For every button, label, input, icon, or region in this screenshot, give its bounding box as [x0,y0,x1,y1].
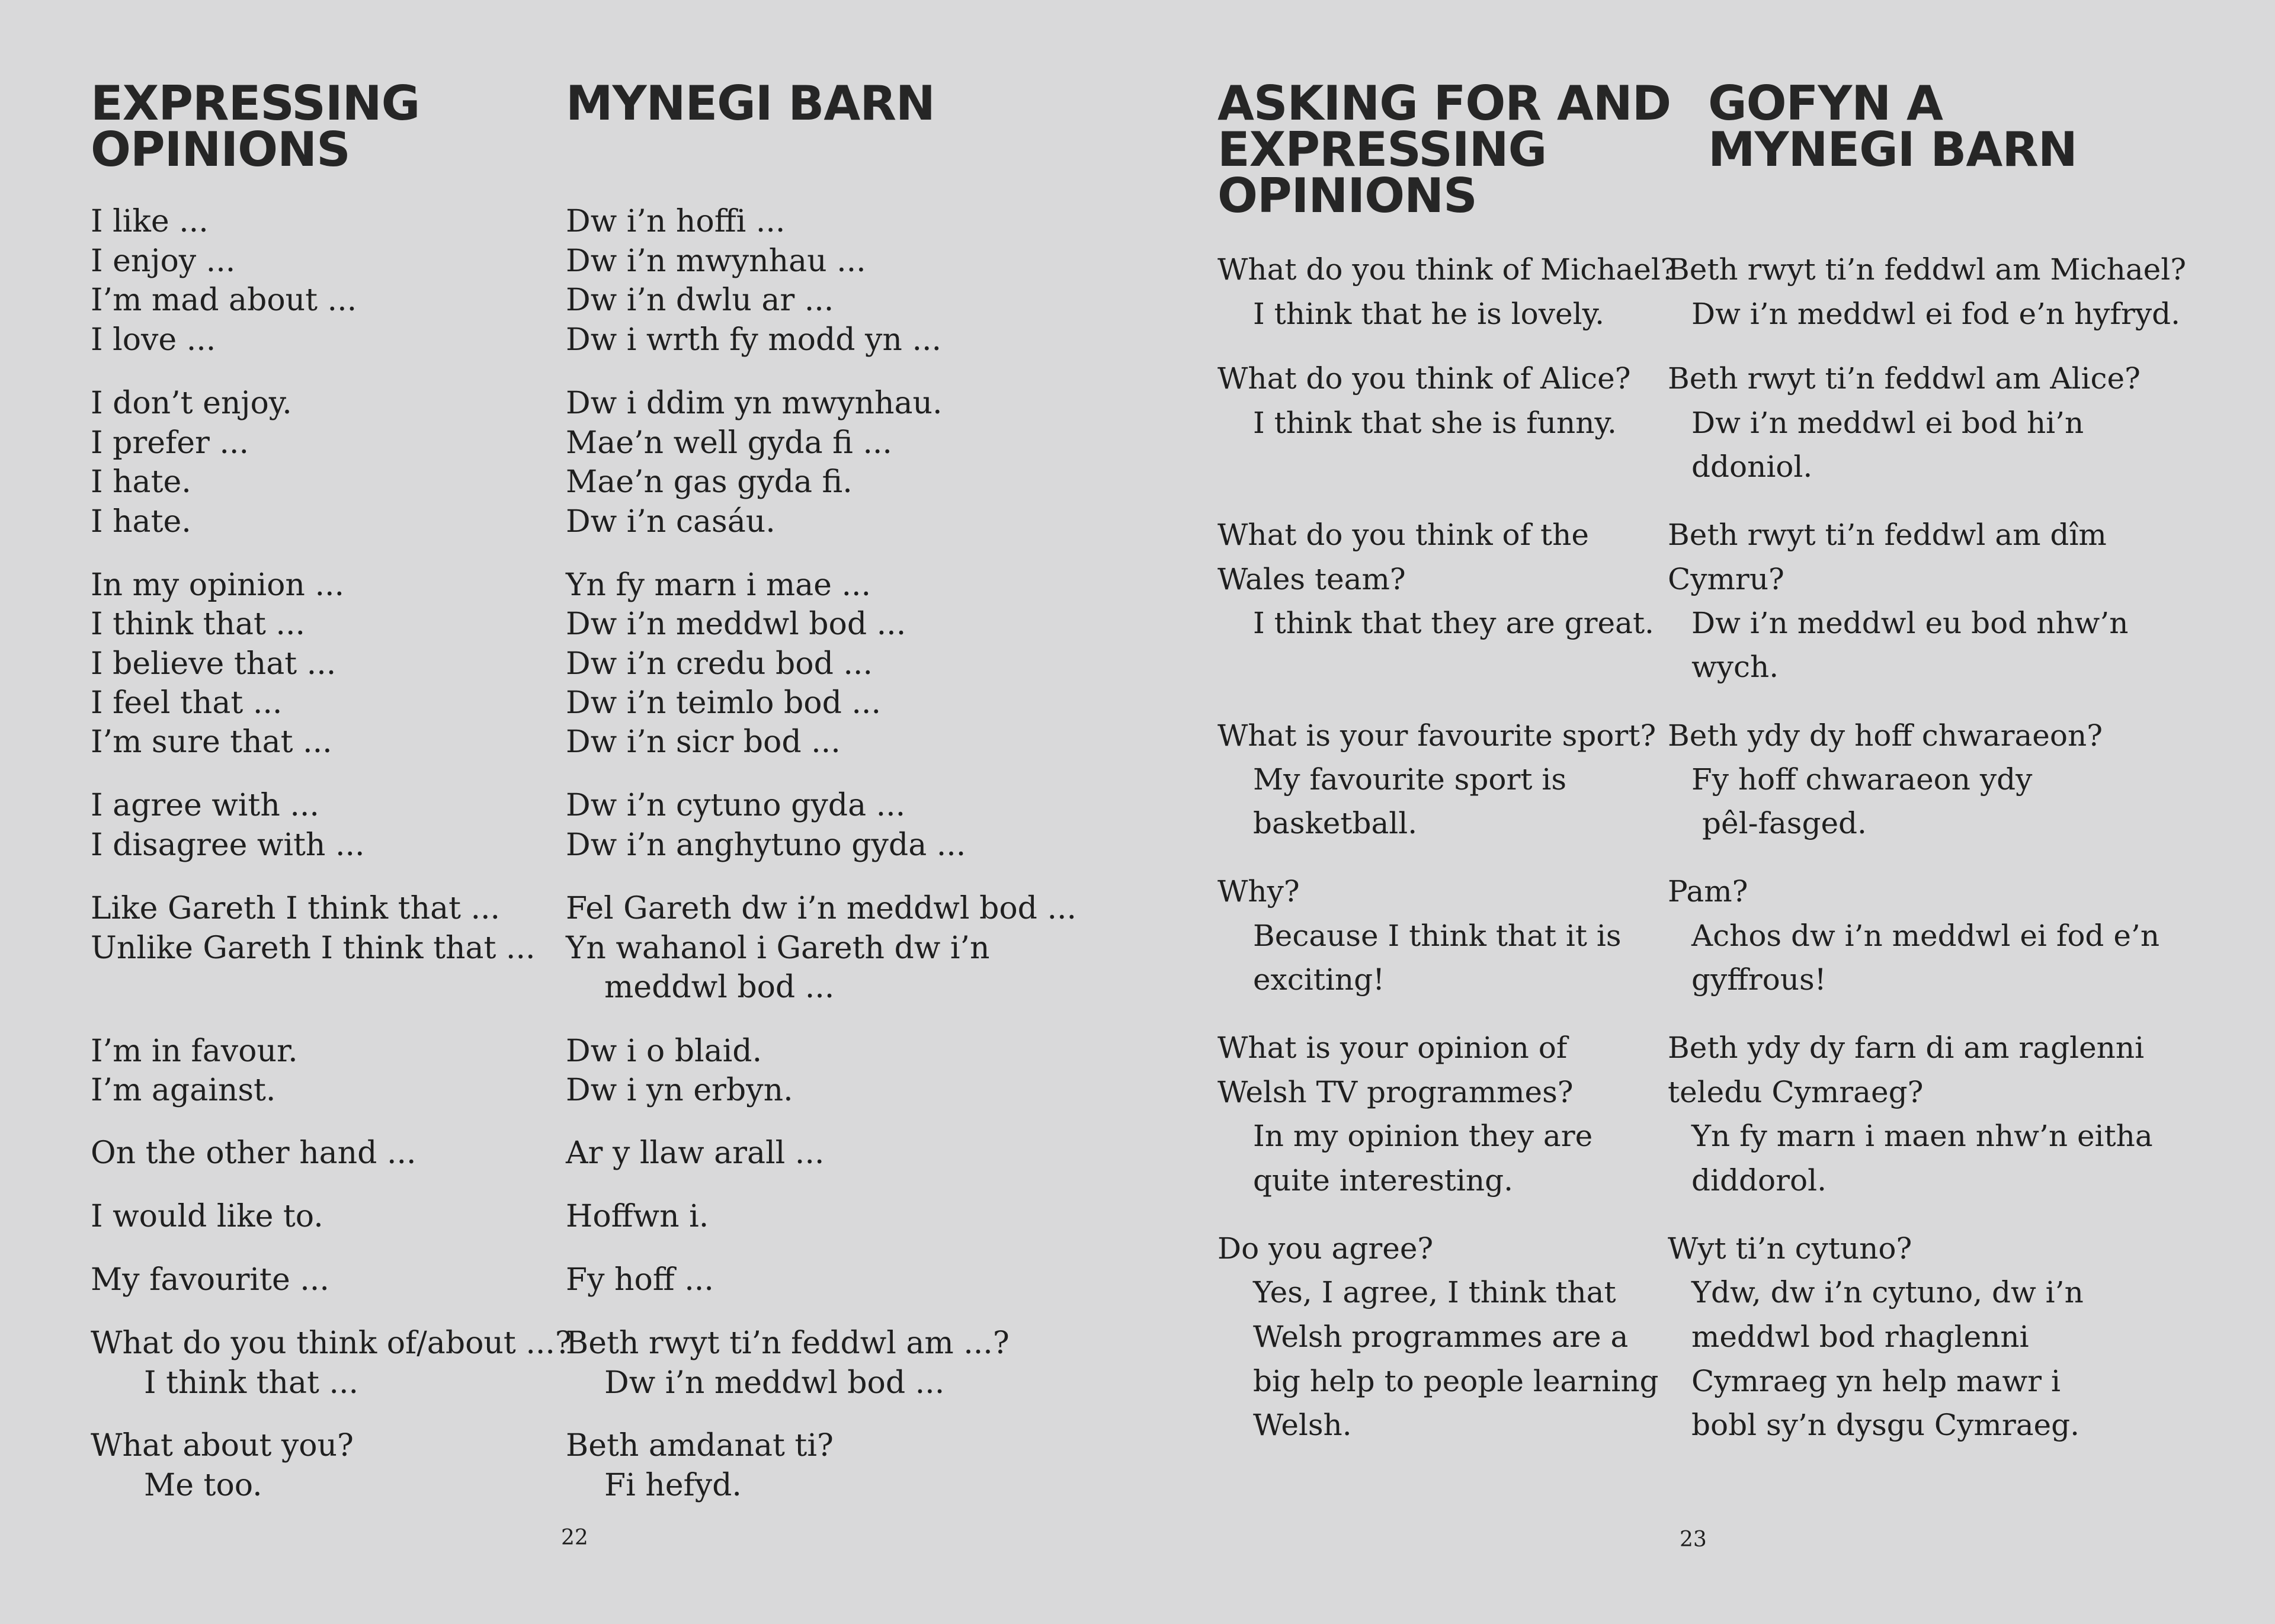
heading-expressing-opinions-en: EXPRESSING OPINIONS [91,76,420,177]
phrase-en: I’m in favour. [91,1034,298,1069]
dialogue-en: Why? [1217,874,1300,909]
heading-asking-expressing-opinions-en: ASKING FOR AND EXPRESSING OPINIONS [1217,76,1671,223]
phrase-en: My favourite ... [91,1262,329,1298]
dialogue-cy: Dw i’n meddwl ei fod e’n hyfryd. [1691,297,2181,331]
phrase-en: In my opinion ... [91,567,345,603]
dialogue-en: My favourite sport is [1253,762,1566,797]
dialogue-en: Do you agree? [1217,1231,1434,1266]
dialogue-en: I think that he is lovely. [1253,297,1605,331]
phrase-cy: Dw i’n anghytuno gyda ... [566,827,966,863]
phrase-en: What about you? [91,1428,354,1463]
dialogue-en: Wales team? [1217,562,1406,596]
dialogue-cy: meddwl bod rhaglenni [1691,1320,2029,1354]
phrase-cy: Fy hoff ... [566,1262,714,1298]
dialogue-cy: Fy hoff chwaraeon ydy [1691,762,2033,797]
phrase-cy: Dw i’n teimlo bod ... [566,685,881,721]
phrase-cy: Dw i’n hoffi ... [566,204,786,239]
phrase-cy: Dw i’n sicr bod ... [566,724,841,760]
phrase-en: Like Gareth I think that ... [91,891,501,926]
dialogue-en: What do you think of the [1217,518,1589,552]
phrase-en: I don’t enjoy. [91,386,292,421]
phrase-cy: Beth amdanat ti? [566,1428,834,1463]
phrase-en: I disagree with ... [91,827,365,863]
phrase-cy: Dw i’n meddwl bod ... [604,1365,945,1401]
dialogue-cy: Cymraeg yn help mawr i [1691,1364,2061,1398]
phrase-cy: Mae’n gas gyda fi. [566,464,853,500]
dialogue-en: What do you think of Michael? [1217,252,1677,287]
phrase-cy: Dw i’n cytuno gyda ... [566,788,906,823]
phrase-cy: Dw i o blaid. [566,1034,762,1069]
phrase-cy: meddwl bod ... [604,970,835,1005]
heading-gofyn-mynegi-barn-cy: GOFYN A MYNEGI BARN [1708,76,2077,177]
dialogue-en: big help to people learning [1253,1364,1659,1398]
dialogue-en: quite interesting. [1253,1163,1513,1198]
dialogue-cy: Beth ydy dy hoff chwaraeon? [1668,718,2103,753]
phrase-en: What do you think of/about ...? [91,1325,572,1361]
dialogue-cy: Ydw, dw i’n cytuno, dw i’n [1691,1275,2084,1310]
dialogue-cy: Yn fy marn i maen nhw’n eitha [1691,1119,2153,1153]
phrase-cy: Fel Gareth dw i’n meddwl bod ... [566,891,1077,926]
dialogue-cy: Achos dw i’n meddwl ei fod e’n [1691,919,2160,953]
dialogue-cy: teledu Cymraeg? [1668,1075,1924,1109]
phrase-en: I feel that ... [91,685,283,721]
phrase-en: Me too. [144,1468,262,1503]
phrase-cy: Dw i ddim yn mwynhau. [566,386,943,421]
dialogue-en: I think that she is funny. [1253,406,1617,440]
phrase-en: I’m mad about ... [91,283,357,318]
phrase-en: I would like to. [91,1199,323,1234]
dialogue-cy: Wyt ti’n cytuno? [1668,1231,1912,1266]
page-number-right: 23 [1680,1527,1707,1552]
dialogue-cy: Cymru? [1668,562,1784,596]
phrase-cy: Dw i’n casáu. [566,504,776,540]
dialogue-cy: Dw i’n meddwl eu bod nhw’n [1691,606,2129,640]
dialogue-en: In my opinion they are [1253,1119,1593,1153]
phrase-cy: Yn fy marn i mae ... [566,567,871,603]
dialogue-cy: Beth rwyt ti’n feddwl am Alice? [1668,361,2141,396]
dialogue-en: What is your opinion of [1217,1031,1568,1065]
phrase-cy: Dw i yn erbyn. [566,1073,793,1108]
phrase-en: I enjoy ... [91,243,236,279]
phrase-cy: Mae’n well gyda fi ... [566,425,892,461]
dialogue-cy: diddorol. [1691,1163,1827,1198]
phrase-en: On the other hand ... [91,1135,416,1171]
phrase-cy: Dw i’n dwlu ar ... [566,283,834,318]
dialogue-cy: Beth rwyt ti’n feddwl am dîm [1668,518,2107,552]
phrase-cy: Fi hefyd. [604,1468,742,1503]
dialogue-en: Welsh. [1253,1408,1352,1442]
dialogue-en: I think that they are great. [1253,606,1654,640]
phrase-cy: Hoffwn i. [566,1199,709,1234]
dialogue-en: exciting! [1253,962,1385,997]
page-number-left: 22 [561,1526,588,1550]
dialogue-cy: Dw i’n meddwl ei bod hi’n [1691,406,2084,440]
dialogue-en: Welsh TV programmes? [1217,1075,1574,1109]
phrase-en: I agree with ... [91,788,319,823]
phrase-en: I’m against. [91,1073,276,1108]
dialogue-cy: ddoniol. [1691,450,1813,484]
phrase-en: I think that ... [144,1365,359,1401]
phrase-en: I believe that ... [91,646,337,682]
dialogue-en: Welsh programmes are a [1253,1320,1629,1354]
dialogue-cy: Beth ydy dy farn di am raglenni [1668,1031,2145,1065]
dialogue-cy: Beth rwyt ti’n feddwl am Michael? [1668,252,2187,287]
heading-mynegi-barn-cy: MYNEGI BARN [566,76,935,131]
phrase-cy: Dw i’n meddwl bod ... [566,606,906,642]
phrase-en: I like ... [91,204,209,239]
phrase-en: I love ... [91,322,216,358]
dialogue-en: What is your favourite sport? [1217,718,1656,753]
phrase-cy: Dw i wrth fy modd yn ... [566,322,942,358]
phrase-en: I hate. [91,464,191,500]
phrase-cy: Yn wahanol i Gareth dw i’n [566,930,990,966]
dialogue-cy: Pam? [1668,874,1748,909]
phrase-en: I’m sure that ... [91,724,332,760]
dialogue-cy: wych. [1691,650,1779,684]
dialogue-en: Because I think that it is [1253,919,1622,953]
phrase-en: I think that ... [91,606,306,642]
phrase-cy: Beth rwyt ti’n feddwl am ...? [566,1325,1010,1361]
dialogue-en: What do you think of Alice? [1217,361,1631,396]
dialogue-en: basketball. [1253,806,1418,840]
phrase-en: I prefer ... [91,425,249,461]
phrase-en: I hate. [91,504,191,540]
phrase-cy: Ar y llaw arall ... [566,1135,825,1171]
phrase-cy: Dw i’n mwynhau ... [566,243,866,279]
phrase-en: Unlike Gareth I think that ... [91,930,536,966]
dialogue-cy: bobl sy’n dysgu Cymraeg. [1691,1408,2080,1442]
dialogue-cy: gyffrous! [1691,962,1827,997]
dialogue-en: Yes, I agree, I think that [1253,1275,1616,1310]
dialogue-cy: pêl-fasged. [1702,806,1867,840]
phrase-cy: Dw i’n credu bod ... [566,646,873,682]
